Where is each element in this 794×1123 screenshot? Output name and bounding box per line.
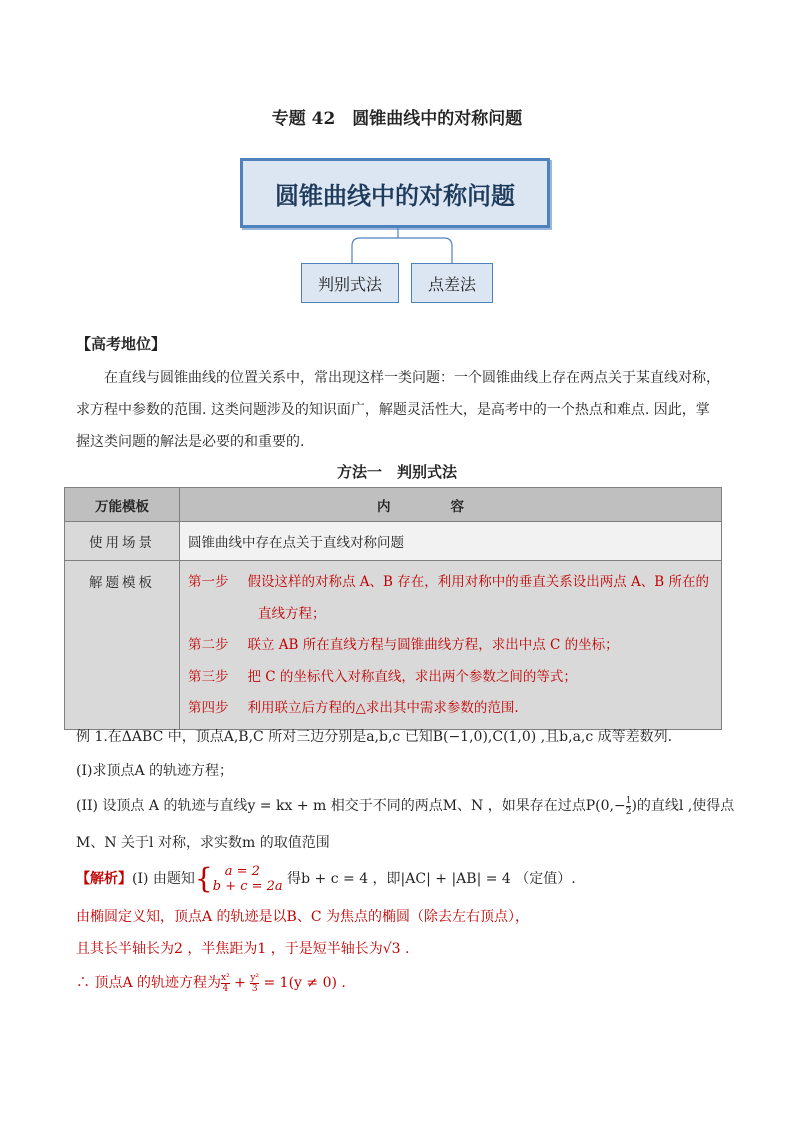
scene-text: 圆锥曲线中存在点关于直线对称问题: [180, 522, 722, 561]
step-2: 第二步 联立 AB 所在直线方程与圆锥曲线方程，求出中点 C 的坐标；: [188, 637, 619, 653]
solution-line-2: 由椭圆定义知，顶点A 的轨迹是以B、C 为焦点的椭圆（除去左右顶点），: [76, 909, 530, 925]
template-label: 解题模板: [65, 561, 180, 730]
intro-paragraph: 在直线与圆锥曲线的位置关系中，常出现这样一类问题：一个圆锥曲线上存在两点关于某直线对称，求方程中参数的范围. 这类问题涉及的知识面广，解题灵活性大，是高考中的一个热点和难点. 因此，掌握这类问题的解法是必要的和重要的.: [76, 370, 720, 450]
section-heading: 【高考地位】: [76, 335, 167, 353]
solution-line-3: 且其长半轴长为2 ，半焦距为1 ，于是短半轴长为√3 .: [76, 941, 410, 957]
example-statement: 例 1.在ΔABC 中，顶点A,B,C 所对三边分别是a,b,c 已知B(−1,0),C(1,0) ,且b,a,c 成等差数列.: [76, 729, 673, 745]
node-discriminant: 判别式法: [301, 263, 399, 303]
table-header-right: 内容: [180, 488, 722, 522]
example-part-1: (I)求顶点A 的轨迹方程；: [76, 763, 234, 779]
step-3: 第三步 把 C 的坐标代入对称直线，求出两个参数之间的等式；: [188, 668, 577, 685]
example-part-2-continued: M、N 关于l 对称，求实数m 的取值范围: [76, 835, 330, 851]
template-steps: [180, 561, 722, 730]
table-header-left: 万能模板: [65, 488, 180, 522]
page-title: 专题 42 圆锥曲线中的对称问题: [271, 109, 523, 129]
step-1-continued: 直线方程；: [258, 605, 326, 622]
topic-banner: 圆锥曲线中的对称问题: [240, 158, 550, 228]
node-point-difference: 点差法: [411, 263, 493, 303]
template-table: [64, 487, 722, 730]
solution-line-4: ∴ 顶点A 的轨迹方程为 $\frac{\text{x²}}{4}$ + $\frac{\text{y²}}{3}$ = 1(y ≠ 0) .: [76, 972, 346, 994]
step-4: 第四步 利用联立后方程的△求出其中需求参数的范围.: [188, 700, 519, 716]
mindmap-connector: [0, 0, 794, 300]
scene-label: 使用场景: [65, 522, 180, 561]
step-1: 第一步 假设这样的对称点 A、B 存在，利用对称中的垂直关系设出两点 A、B 所在的: [188, 574, 710, 590]
example-part-2: (II) 设顶点 A 的轨迹与直线y = kx + m 相交于不同的两点M、N ，如果存在过点P(0,− $\frac{1}{2}$ )的直线l ,使得点: [76, 795, 735, 817]
solution-line-1: 【解析】(I) 由题知{ a = 2 b + c = 2a 得b + c = 4 ，即|AC| + |AB| = 4 （定值）.: [76, 862, 576, 895]
method-title: 方法一 判别式法: [336, 463, 457, 481]
